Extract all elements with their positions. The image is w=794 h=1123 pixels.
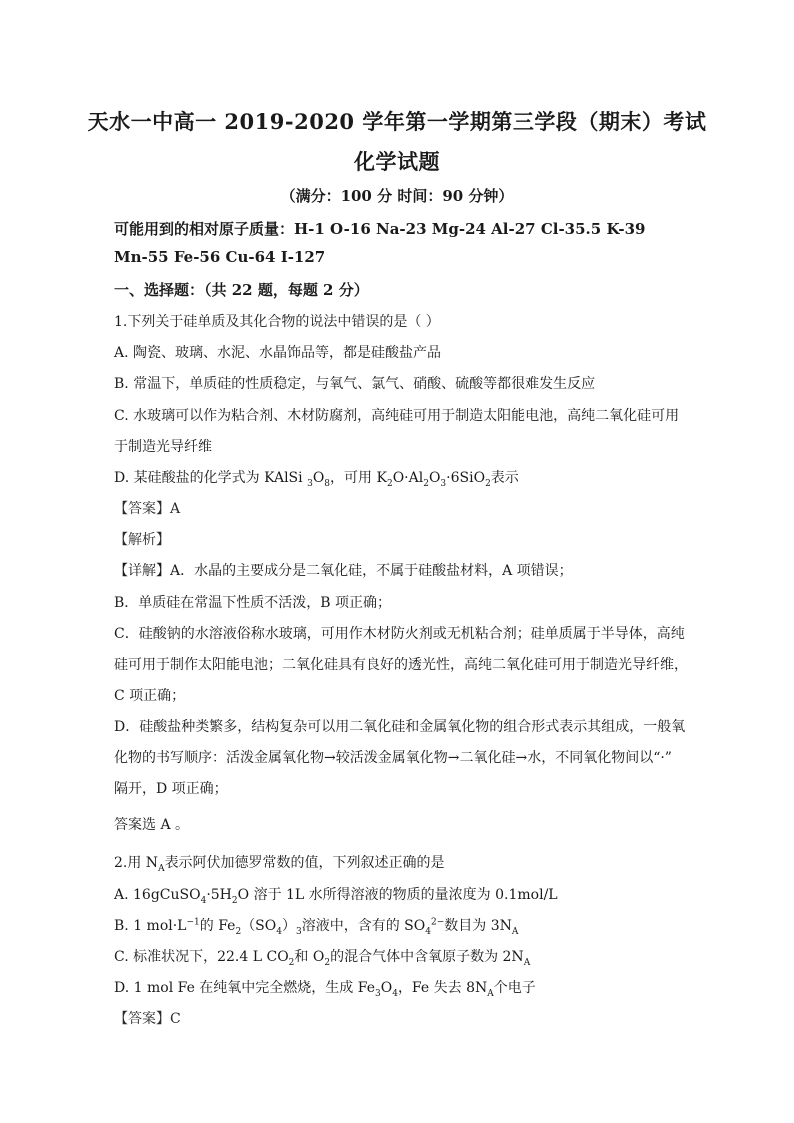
score-time: （满分：100 分 时间：90 分钟） [280, 187, 514, 205]
q2-option-a: A. $16gCuSO_4\cdot 5H_2O$ 溶于 1L 水所得溶液的物质的量浓度为 0.1mol/L [114, 887, 558, 906]
atomic-mass-line-2: Mn-55 Fe-56 Cu-64 I-127 [114, 248, 326, 266]
q1-detail-d: D．硅酸盐种类繁多，结构复杂可以用二氧化硅和金属氧化物的组合形式表示其组成，一般氧 [114, 719, 686, 735]
q1-conclusion: 答案选 A 。 [114, 817, 190, 833]
atomic-mass-line-1: 可能用到的相对原子质量：H-1 O-16 Na-23 Mg-24 Al-27 Cl-35.5 K-39 [114, 220, 646, 238]
q2-stem: 2.用 $N_A$表示阿伏加德罗常数的值，下列叙述正确的是 [114, 855, 445, 874]
q1-option-a: A. 陶瓷、玻璃、水泥、水晶饰品等，都是硅酸盐产品 [114, 345, 442, 361]
q1-detail-c-cont1: 硅可用于制作太阳能电池；二氧化硅具有良好的透光性，高纯二氧化硅可用于制造光导纤维， [114, 657, 688, 673]
q2-answer: 【答案】C [114, 1011, 181, 1027]
q2-option-d: D. 1 mol Fe 在纯氧中完全燃烧，生成 $Fe_3O_4$，Fe 失去 $8N_A$个电子 [114, 980, 536, 999]
q1-stem: 1.下列关于硅单质及其化合物的说法中错误的是（ ） [114, 314, 440, 330]
q1-detail-c: C．硅酸钠的水溶液俗称水玻璃，可用作木材防火剂或无机粘合剂；硅单质属于半导体，高纯 [114, 626, 685, 642]
exam-subtitle: 化学试题 [354, 149, 440, 174]
q1-answer: 【答案】A [114, 501, 181, 517]
q1-detail-c-cont2: C 项正确； [114, 688, 186, 704]
q1-option-d: D. 某硅酸盐的化学式为 KAlSi $_3O_8$，可用 $K_2O\cdot Al_2O_3\cdot 6SiO_2$表示 [114, 470, 519, 489]
q1-option-c-cont: 于制造光导纤维 [114, 439, 212, 455]
q1-detail-d-cont2: 隔开，D 项正确； [114, 781, 228, 797]
q1-option-b: B. 常温下，单质硅的性质稳定，与氧气、氯气、硝酸、硫酸等都很难发生反应 [114, 376, 596, 392]
section-title: 一、选择题：（共 22 题，每题 2 分） [114, 281, 369, 299]
q1-option-c: C. 水玻璃可以作为粘合剂、木材防腐剂，高纯硅可用于制造太阳能电池，高纯二氧化硅可用 [114, 408, 680, 424]
q1-detail-b: B．单质硅在常温下性质不活泼，B 项正确； [114, 595, 392, 611]
exam-title: 天水一中高一 2019-2020 学年第一学期第三学段（期末）考试 [87, 109, 707, 134]
q2-option-c: C. 标准状况下，22.4 L $CO_2$和 $O_2$的混合气体中含氧原子数为 $2N_A$ [114, 949, 531, 968]
q1-detail-a: 【详解】A．水晶的主要成分是二氧化硅，不属于硅酸盐材料，A 项错误； [114, 563, 573, 579]
q1-analysis-tag: 【解析】 [114, 532, 170, 548]
q1-detail-d-cont1: 化物的书写顺序：活泼金属氧化物→较活泼金属氧化物→二氧化硅→水，不同氧化物间以“·” [114, 750, 672, 766]
q2-option-b: B. 1 $mol\cdot L^{-1}$的 $Fe_2(SO_4)_3$溶液中，含有的 $SO_4^{2-}$数目为 $3N_A$ [114, 917, 519, 937]
